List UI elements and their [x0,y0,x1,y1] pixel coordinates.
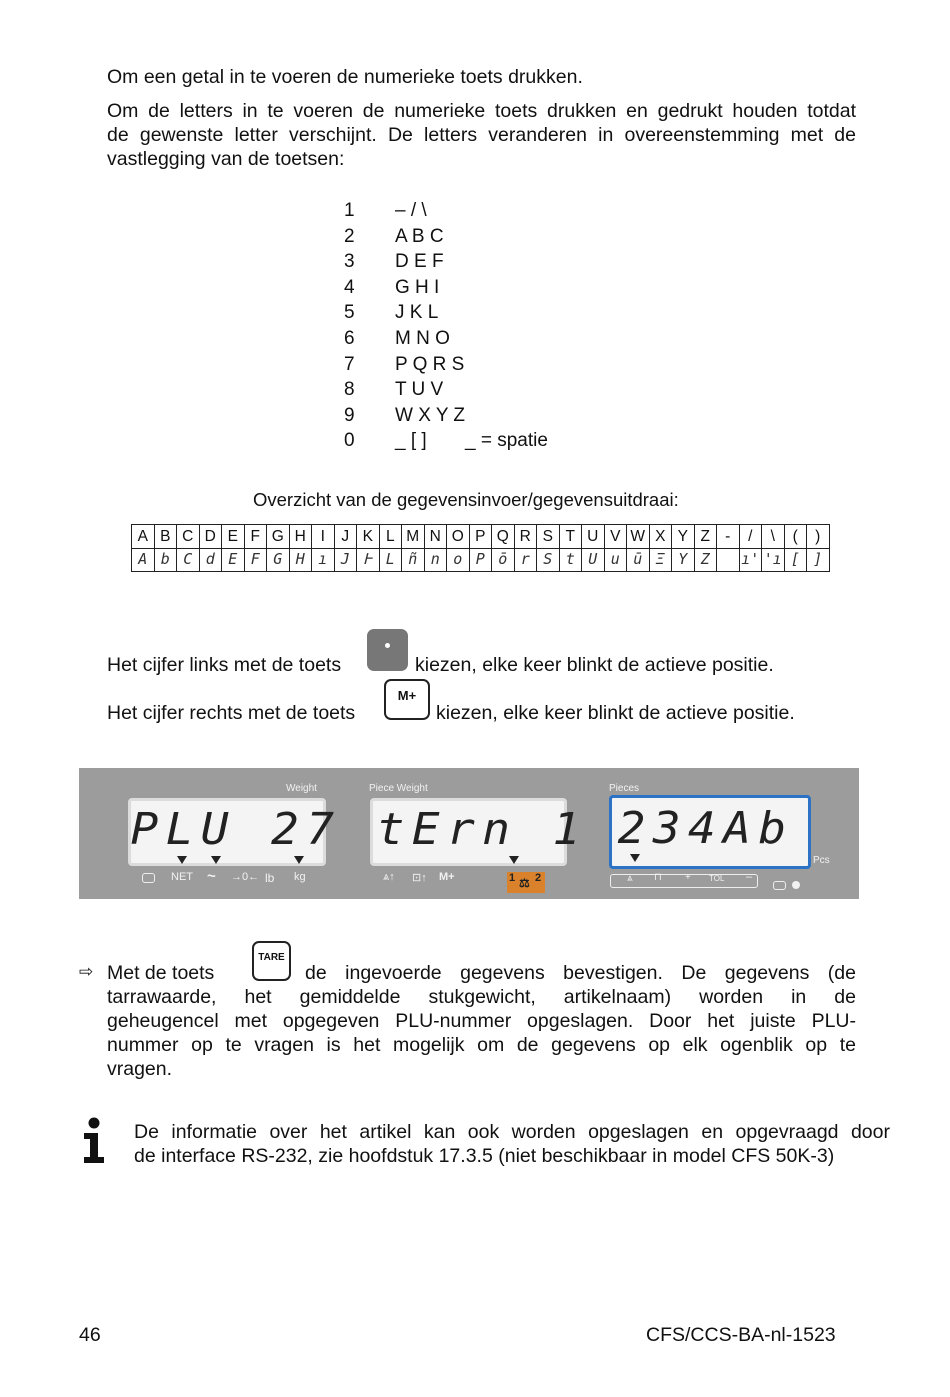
piece-weight-label: Piece Weight [369,783,428,794]
intro-text: Om een getal in te voeren de numerieke toets drukken. [107,66,583,88]
input-char-cell: X [649,525,672,549]
display-char-cell: ı [312,548,335,572]
power-dot-icon [792,881,800,889]
input-char-cell: W [627,525,650,549]
pieces-display-value: 234Ab [617,803,794,854]
input-char-cell: K [357,525,380,549]
pyramid-icon: ⩓ [627,873,633,884]
keymap-key: 3 [344,251,355,273]
input-char-cell: ( [784,525,807,549]
intro-line-2: de gewenste letter verschijnt. De letters veranderen in overeenstemming met de [107,124,856,146]
weight-label: Weight [286,783,317,794]
keymap-key: 4 [344,276,355,298]
display-char-cell: U [582,548,605,572]
input-char-cell: H [289,525,312,549]
lb-indicator: lb [265,871,275,885]
input-char-cell: F [244,525,267,549]
range-1: 1 [509,872,516,884]
display-char-cell: P [469,548,492,572]
input-char-cell: I [312,525,335,549]
input-char-cell: D [199,525,222,549]
key-letter-map [344,198,604,454]
intro-line-1: Om de letters in te voeren de numerieke toets drukken en gedrukt houden totdat [107,100,856,122]
keymap-chars: W X Y Z [395,404,466,426]
keymap-key: 7 [344,353,355,375]
tol-label: TOL [709,874,725,883]
display-char-cell: 'ı [762,548,785,572]
jar-icon: ⊓ [654,872,662,883]
input-char-cell: Y [672,525,695,549]
display-char-cell: H [289,548,312,572]
zero-indicator: →0← [231,871,260,883]
input-char-cell: ) [807,525,830,549]
display-char-cell: u [604,548,627,572]
input-char-cell: B [154,525,177,549]
info-icon [80,1117,108,1165]
display-char-cell: Y [672,548,695,572]
book-icon [773,881,786,890]
display-char-cell: o [447,548,470,572]
display-char-cell: [ [784,548,807,572]
left-digit-text-2: kiezen, elke keer blinkt de actieve positie. [415,654,774,676]
tol-plus: + [685,872,691,883]
confirm-line-5: vragen. [107,1058,173,1080]
display-row [132,548,830,572]
display-char-cell: t [559,548,582,572]
intro-line-3: vastlegging van de toetsen: [107,148,345,170]
weight-display-value: PLU 27 [130,804,342,855]
display-char-cell: Ξ [649,548,672,572]
right-digit-text: Het cijfer rechts met de toets [107,702,356,724]
keymap-key: 8 [344,379,355,401]
input-char-cell: R [514,525,537,549]
input-char-cell: M [402,525,425,549]
indicator-arrow [177,856,187,864]
piece-weight-display-value: tErn 1 [376,804,588,855]
battery-icon [142,873,155,883]
indicator-arrow [630,854,640,862]
keymap-key: 2 [344,225,355,247]
input-char-cell: G [267,525,290,549]
confirm-line-3: geheugencel met opgegeven PLU-nummer opgeslagen. Door het juiste PLU- [107,1010,856,1032]
m-plus-indicator: M+ [439,871,455,883]
keymap-key: 5 [344,302,355,324]
left-digit-text: Het cijfer links met de toets [107,654,342,676]
display-char-cell: ō [492,548,515,572]
display-char-cell: b [154,548,177,572]
display-char-cell: E [222,548,245,572]
keymap-key: 1 [344,200,355,221]
keymap-row [344,403,604,429]
display-char-cell: ı' [739,548,762,572]
info-line-2: de interface RS-232, zie hoofdstuk 17.3.5 (niet beschikbaar in model CFS 50K-3) [134,1145,835,1167]
page-number: 46 [79,1324,101,1346]
m-plus-key-icon: M+ [384,679,430,720]
keymap-key: 9 [344,404,355,426]
indicator-arrow [294,856,304,864]
keymap-row [344,300,604,326]
input-char-cell: T [559,525,582,549]
display-char-cell: d [199,548,222,572]
display-char-cell: Z [694,548,717,572]
keymap-chars: P Q R S [395,353,465,375]
tol-minus: – [746,871,753,883]
keymap-row [344,352,604,378]
memory-up-icon: ⊡↑ [412,872,427,884]
keymap-row [344,198,604,224]
input-char-cell: O [447,525,470,549]
pieces-label: Pieces [609,783,640,794]
confirm-line-2: tarrawaarde, het gemiddelde stukgewicht, artikelnaam) worden in de [107,986,856,1008]
keymap-chars: D E F [395,251,444,273]
sum-up-icon: ⩓↑ [383,871,395,883]
input-char-cell: C [177,525,200,549]
keymap-row [344,428,604,454]
keymap-row [344,275,604,301]
keymap-row [344,224,604,250]
input-char-cell: N [424,525,447,549]
scale-icon: ⚖ [519,876,530,890]
display-char-cell: C [177,548,200,572]
indicator-arrow [509,856,519,864]
keymap-key: 6 [344,327,355,349]
input-char-cell: - [717,525,740,549]
keymap-chars: G H I [395,276,440,298]
input-row [132,525,830,549]
keymap-chars: M N O [395,327,450,349]
display-char-cell: Ͱ [357,548,380,572]
dot-key-icon [367,629,408,671]
confirm-line-1b: de ingevoerde gegevens bevestigen. De gegevens (de [305,962,856,984]
display-char-cell: n [424,548,447,572]
range-2: 2 [535,872,542,884]
input-char-cell: / [739,525,762,549]
display-char-cell: ] [807,548,830,572]
arrow-bullet-icon: ⇨ [79,962,94,981]
input-char-cell: A [132,525,155,549]
keymap-chars: T U V [395,379,444,401]
input-char-cell: U [582,525,605,549]
input-char-cell: J [334,525,357,549]
scale-display-panel [79,768,859,899]
tare-key-icon: TARE [252,941,291,981]
display-char-cell: ū [627,548,650,572]
display-char-cell: ñ [402,548,425,572]
display-char-cell: L [379,548,402,572]
input-char-cell: Q [492,525,515,549]
character-table [131,524,830,572]
input-char-cell: P [469,525,492,549]
display-char-cell: r [514,548,537,572]
kg-indicator: kg [294,871,306,883]
input-char-cell: S [537,525,560,549]
display-char-cell: S [537,548,560,572]
keymap-chars: – / \ [395,200,427,221]
stable-icon: ~ [207,868,216,885]
piece-weight-display [370,798,588,866]
confirm-line-4: nummer op te vragen is het mogelijk om de gegevens op elk ogenblik op te [107,1034,856,1056]
indicator-arrow [211,856,221,864]
keymap-key: 0 [344,430,355,452]
keymap-chars: J K L [395,302,439,324]
display-char-cell [717,548,740,572]
input-char-cell: \ [762,525,785,549]
display-char-cell: A [132,548,155,572]
overview-title: Overzicht van de gegevensinvoer/gegevensuitdraai: [253,489,679,510]
range-indicator [507,872,545,893]
keymap-row [344,326,604,352]
display-char-cell: G [267,548,290,572]
keymap-chars: A B C [395,225,444,247]
document-code: CFS/CCS-BA-nl-1523 [646,1324,836,1346]
keymap-chars: _ [ ] [395,430,427,452]
display-char-cell: F [244,548,267,572]
display-char-cell: J [334,548,357,572]
keymap-row [344,249,604,275]
keymap-note: _ = spatie [465,430,548,452]
input-char-cell: V [604,525,627,549]
input-char-cell: E [222,525,245,549]
keymap-row [344,377,604,403]
confirm-line-1a: Met de toets [107,962,215,984]
input-char-cell: Z [694,525,717,549]
net-indicator: NET [171,871,193,883]
input-char-cell: L [379,525,402,549]
info-line-1: De informatie over het artikel kan ook worden opgeslagen en opgevraagd door [134,1121,890,1143]
pcs-label: Pcs [813,855,830,866]
right-digit-text-2: kiezen, elke keer blinkt de actieve positie. [436,702,795,724]
